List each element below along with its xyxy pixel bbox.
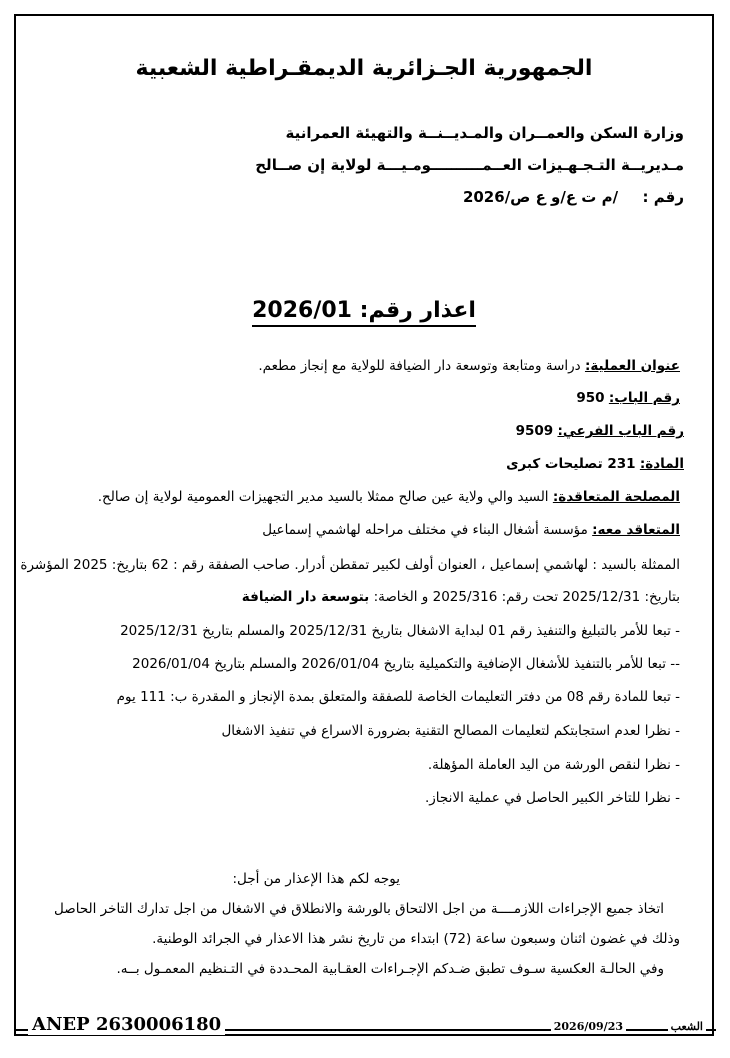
operation-value: دراسة ومتابعة وتوسعة دار الضيافة للولاية مع إنجاز مطعم.: [258, 358, 581, 374]
republic-title: الجمهورية الجـزائرية الديمقـراطية الشعبية: [135, 56, 593, 81]
bullet-item: - نظرا لعدم استجابتكم لتعليمات المصالح التقنية بضرورة الاسراع في تنفيذ الاشغال: [221, 723, 680, 739]
chapter-value: 950: [576, 390, 605, 406]
footer-date: 2026/09/23: [551, 1020, 626, 1033]
contracting-value: السيد والي ولاية عين صالح ممثلا بالسيد مدير التجهيزات العمومية لولاية إن صالح.: [97, 489, 549, 505]
visa-subject: بتوسعة دار الضيافة: [241, 589, 370, 605]
reference-value: /م ت ع/و ع ص/2026: [462, 188, 619, 206]
operation-label: عنوان العملية:: [584, 358, 680, 374]
bullet-item: -- تبعا للأمر بالتنفيذ للأشغال الإضافية والتكميلية بتاريخ 2026/01/04 والمسلم بتاريخ 2026/01/04: [132, 656, 680, 672]
bullet-item: - تبعا للأمر بالتبليغ والتنفيذ رقم 01 لبداية الاشغال بتاريخ 2025/12/31 والمسلم بتاريخ 2025/12/31: [120, 623, 680, 639]
bullet-item: - نظرا لنقص الورشة من اليد العاملة المؤهلة.: [427, 757, 680, 773]
contracting-label: المصلحة المتعاقدة:: [552, 489, 680, 505]
contractor-line: [262, 522, 680, 538]
bullet-item: - نظرا للتاخر الكبير الحاصل في عملية الانجاز.: [425, 790, 680, 806]
closing-paragraph-1: اتخاذ جميع الإجراءات اللازمــــة من اجل الالتحاق بالورشة والانطلاق في الاشغال من اجل تدارك التاخر الحاصل: [54, 901, 664, 917]
subchapter-label: رقم الباب الفرعي:: [557, 423, 684, 439]
notice-title: اعذار رقم: 2026/01: [16, 298, 712, 323]
operation-line: [258, 358, 680, 374]
contracting-line: [98, 489, 680, 505]
contractor-value: مؤسسة أشغال البناء في مختلف مراحله لهاشمي إسماعيل: [262, 522, 588, 538]
closing-paragraph-2: وذلك في غضون اثنان وسبعون ساعة (72) ابتداء من تاريخ نشر هذا الاعذار في الجرائد الوطنية.: [152, 931, 680, 947]
address-line: يوجه لكم هذا الإعذار من أجل:: [232, 871, 400, 887]
article-label: المادة:: [639, 456, 684, 472]
closing-paragraph-3: وفي الحالـة العكسية سـوف تطبق ضـدكم الإجـراءات العقـابية المحـددة في التـنظيم المعمـول بــه.: [116, 961, 664, 977]
anep-number: ANEP 2630006180: [28, 1014, 225, 1035]
newspaper-name: الشعب: [668, 1020, 706, 1033]
chapter-line: [576, 390, 680, 406]
footer: [14, 1014, 716, 1038]
representative-line: الممثلة بالسيد : لهاشمي إسماعيل ، العنوان أولف لكبير تمقطن أدرار. صاحب الصفقة رقم : 62 بتاريخ: 2025 المؤشرة: [20, 557, 680, 573]
contractor-label: المتعاقد معه:: [592, 522, 680, 538]
visa-text: بتاريخ: 2025/12/31 تحت رقم: 2025/316 و الخاصة:: [373, 589, 680, 605]
ministry-name: وزارة السكن والعمــران والمـديــنــة والتهيئة العمرانية: [285, 124, 684, 142]
document: [16, 16, 712, 1036]
reference-line: [463, 188, 684, 206]
reference-label: رقم :: [642, 188, 684, 206]
article-line: [506, 456, 684, 472]
subchapter-line: [516, 423, 684, 439]
chapter-label: رقم الباب:: [608, 390, 680, 406]
visa-line: [242, 589, 680, 605]
directorate-name: مـديريــة التـجـهـيزات العــمــــــــــومـيـــة لولاية إن صــالح: [255, 156, 684, 174]
subchapter-value: 9509: [515, 423, 554, 439]
article-value: 231 تصليحات كبرى: [506, 456, 636, 472]
bullet-item: - تبعا للمادة رقم 08 من دفتر التعليمات الخاصة للصفقة والمتعلق بمدة الإنجاز و المقدرة ب: 111 يوم: [116, 689, 680, 705]
